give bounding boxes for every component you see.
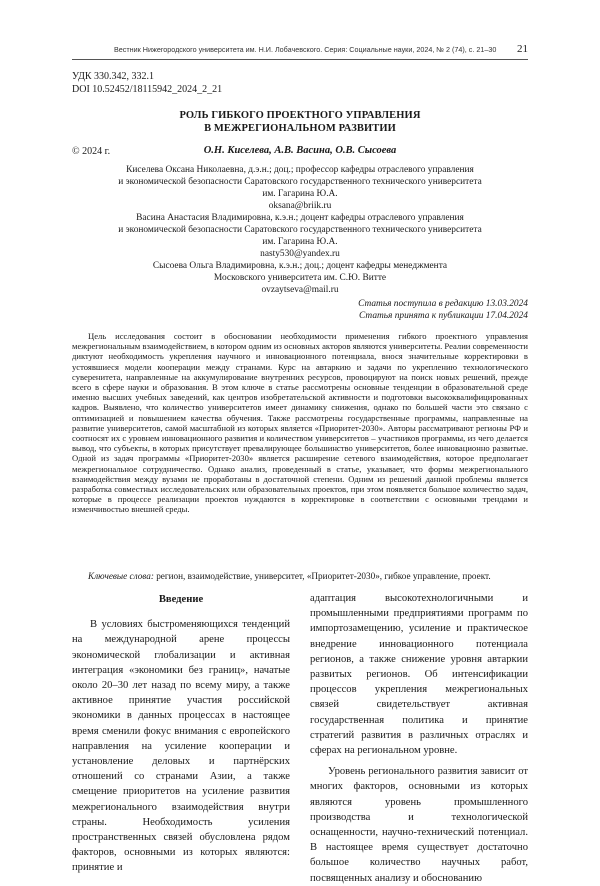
- affiliation-line: Сысоева Ольга Владимировна, к.э.н.; доц.; доцент кафедры менеджмента: [152, 261, 448, 271]
- body-paragraph: Уровень регионального развития зависит от многих факторов, основными из которых являются уровень промышленного производства и технологической оснащенности, научно-технический потенциал. В настоящее время существует достаточно большое количество научных работ, посвященных анализу и обоснованию: [310, 766, 528, 884]
- body-paragraph: В условиях быстроменяющихся тенденций на международной арене процессы экономической глобализации и активная интеграция «экономики без границ», начатые около 20–30 лет назад по всему миру, а также активное принятие участия российской экономики в данных процессах в настоящее время сменили фокус внимания с европейского направления на усиление кооперации и установление деловых и партнёрских отношений со странами Азии, а также смещение приоритетов на усиление развития межрегионального взаимодействия внутри страны. Необходимость усиления пространственных связей обусловлена рядом факторов, основными из которых являются: принятие и: [72, 619, 290, 874]
- affiliation-line: Киселева Оксана Николаевна, д.э.н.; доц.; профессор кафедры отраслевого управления: [126, 165, 474, 175]
- section-heading-introduction: Введение: [158, 594, 204, 605]
- body-column-left: [72, 591, 290, 876]
- author-email: nasty530@yandex.ru: [260, 249, 340, 259]
- article-title-line-1: РОЛЬ ГИБКОГО ПРОЕКТНОГО УПРАВЛЕНИЯ: [179, 110, 421, 121]
- udk-code: УДК 330.342, 332.1: [72, 71, 155, 82]
- body-column-right: [310, 591, 528, 886]
- body-paragraph: адаптация высокотехнологичными и промышленными предприятиями программ по импортозамещению, усиление и практическое внедрение инновационного потенциала регионов, а также снижение уровня автаркии развитых регионов. Об интенсификации процессов укрепления межрегиональных связей свидетельствует активная государственная политика и принятие стратегий развития в различных отраслях и сферах на региональном уровне.: [310, 593, 528, 757]
- received-date: Статья поступила в редакцию 13.03.2024: [358, 299, 528, 309]
- affiliation-line: Васина Анастасия Владимировна, к.э.н.; доцент кафедры отраслевого управления: [136, 213, 464, 223]
- affiliation-line: и экономической безопасности Саратовского государственного технического университета: [118, 177, 482, 187]
- article-title-line-2: В МЕЖРЕГИОНАЛЬНОМ РАЗВИТИИ: [204, 123, 396, 134]
- abstract: Цель исследования состоит в обосновании необходимости применения гибкого проектного управления межрегиональным взаимодействием, в котором одним из основных акторов являются университеты. Реалии современности диктуют необходимость укрепления научного и инновационного потенциала, внося значительные корректировки в устоявшиеся модели кооперации между странами. Курс на автаркию и задачи по укреплению технологического суверенитета, направленные на аккумулирование внутренних ресурсов, провоцируют на поиск новых решений, прежде всего в сфере науки и образования. В этом ключе в статье рассмотрены основные тенденции в образовательной среде именно высших учебных заведений, как центров изобретательской активности и подготовки высококвалифицированных кадров. Выявлено, что количество университетов имеет динамику снижения, однако по большей части это связано с оптимизацией и повышением качества обучения. Также рассмотрены государственные программы, направленные на развитие университетов, самой масштабной из которых является «Приоритет-2030». Авторы рассматривают регионы РФ и соотносят их с уровнем инновационного развития и количеством университетов – участников программы, из чего делается вывод, что субъекты, в которых присутствует превалирующее большинство университетов, более инновационно развитые. Одной из задач программы «Приоритет-2030» является расширение сетевого взаимодействия, которое предполагает межрегиональное сотрудничество. Однако анализ, проведенный в статье, указывает, что формы межрегионального взаимодействия между вузами не проработаны в достаточной степени. Одним из решений данной проблемы является разработка совместных исследовательских или образовательных проектов, при этом появляется большое количество задач, которые в процессе реализации проектов нуждаются в корректировке в соответствии с основными трендами и изменчивостью внешней среды.: [72, 331, 528, 515]
- running-head: [72, 43, 528, 57]
- doi: DOI 10.52452/18115942_2024_2_21: [72, 84, 223, 95]
- keywords-label: Ключевые слова:: [88, 571, 154, 581]
- affiliation-line: им. Гагарина Ю.А.: [262, 189, 338, 199]
- keywords-list: регион, взаимодействие, университет, «Приоритет-2030», гибкое управление, проект.: [156, 571, 491, 581]
- journal-citation: Вестник Нижегородского университета им. Н.И. Лобачевского. Серия: Социальные науки, 2024, № 2 (74), с. 21–30: [114, 45, 497, 54]
- authors: О.Н. Киселева, А.В. Васина, О.В. Сысоева: [203, 145, 397, 156]
- keywords: [88, 571, 528, 581]
- author-email: ovzaytseva@mail.ru: [261, 285, 339, 295]
- author-email: oksana@briik.ru: [268, 201, 332, 211]
- affiliation-line: Московского университета им. С.Ю. Витте: [213, 273, 387, 283]
- accepted-date: Статья принята к публикации 17.04.2024: [359, 311, 528, 321]
- page-number: 21: [517, 43, 528, 55]
- header-rule: [72, 59, 528, 60]
- copyright: © 2024 г.: [72, 146, 111, 157]
- affiliation-line: им. Гагарина Ю.А.: [262, 237, 338, 247]
- affiliation-line: и экономической безопасности Саратовского государственного технического университета: [118, 225, 482, 235]
